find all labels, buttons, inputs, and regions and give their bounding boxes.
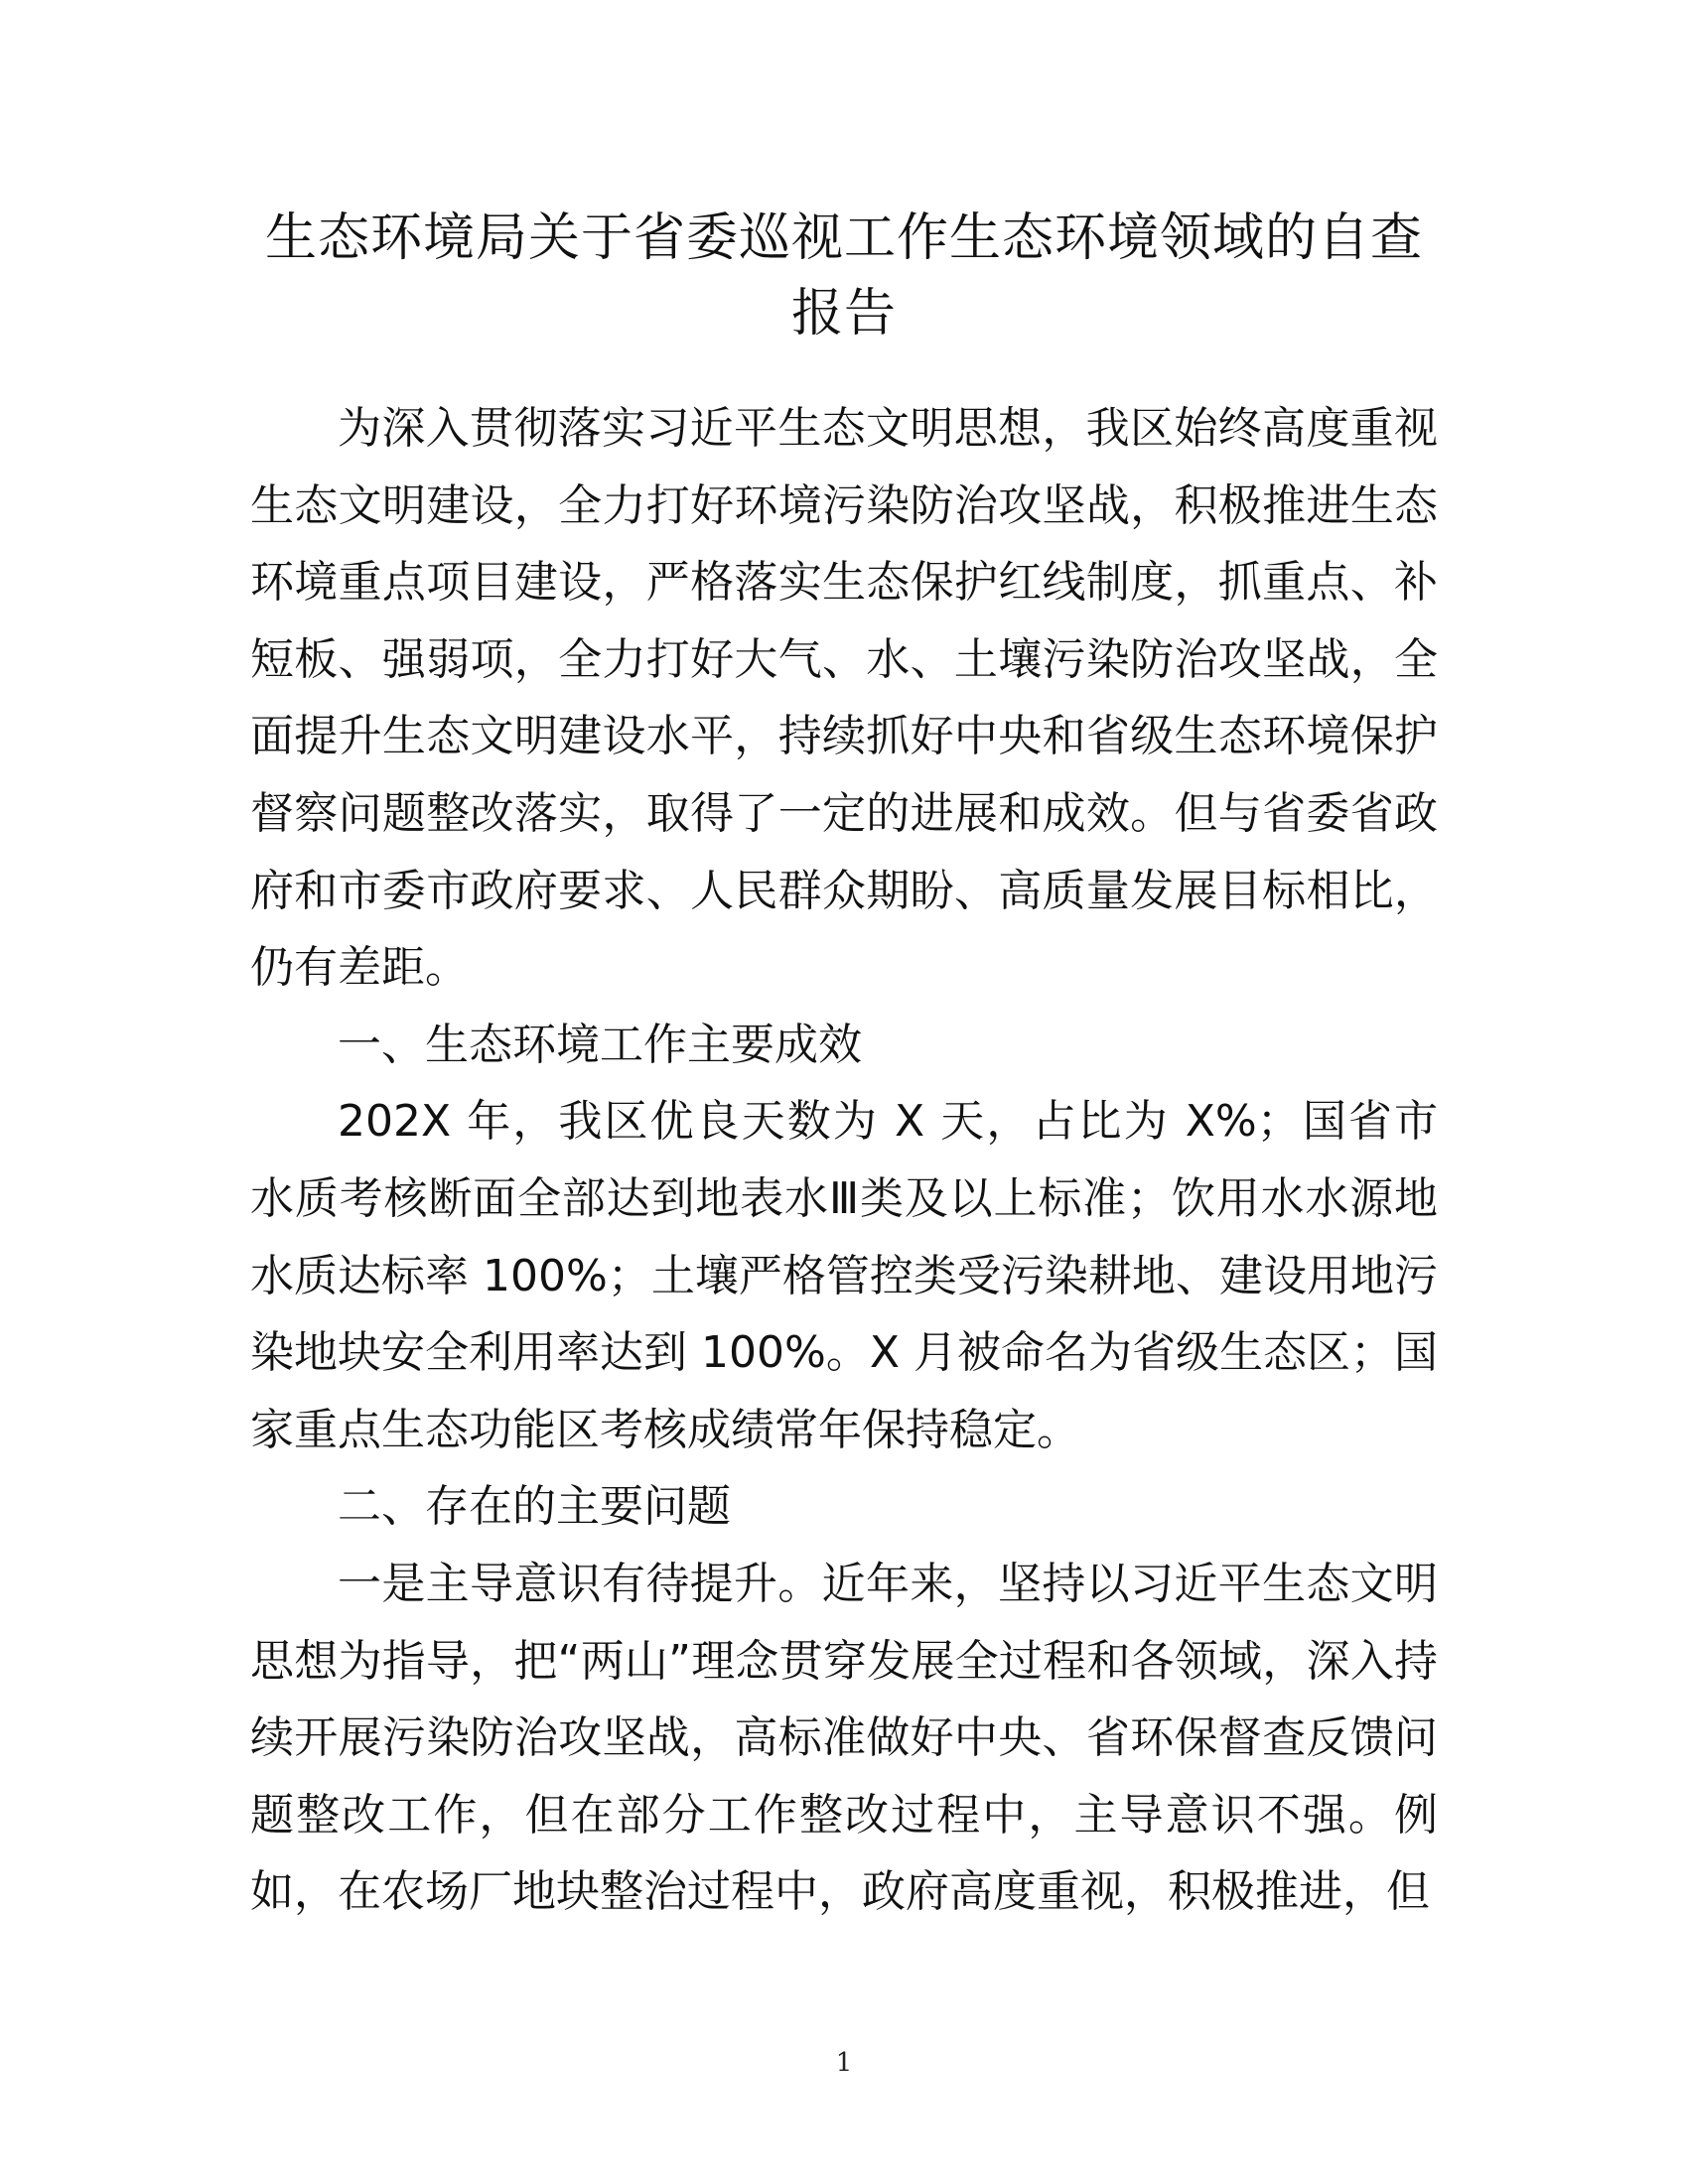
intro-paragraph: 为深入贯彻落实习近平生态文明思想，我区始终高度重视生态文明建设，全力打好环境污染防治攻坚战，积极推进生态环境重点项目建设，严格落实生态保护红线制度，抓重点、补短板、强弱项，全力打好大气、水、土壤污染防治攻坚战，全面提升生态文明建设水平，持续抓好中央和省级生态环境保护督察问题整改落实，取得了一定的进展和成效。但与省委省政府和市委市政府要求、人民群众期盼、高质量发展目标相比，仍有差距。 [250,403,1438,994]
problem-paragraph-1: 一是主导意识有待提升。近年来，坚持以习近平生态文明思想为指导，把“两山”理念贯穿发展全过程和各领域，深入持续开展污染防治攻坚战，高标准做好中央、省环保督查反馈问题整改工作，但在部分工作整改过程中，主导意识不强。例如，在农场厂地块整治过程中，政府高度重视，积极推进，但 [250,1558,1438,1918]
document-title: 生态环境局关于省委巡视工作生态环境领域的自查报告 [264,208,1423,343]
document-body [250,390,1438,1931]
page-number: 1 [835,2048,853,2078]
achievements-paragraph: 202X 年，我区优良天数为 X 天，占比为 X%；国省市水质考核断面全部达到地表水Ⅲ类及以上标准；饮用水水源地水质达标率 100%；土壤严格管控类受污染耕地、建设用地污染地块安全利用率达到 100%。X 月被命名为省级生态区；国家重点生态功能区考核成绩常年保持稳定。 [250,1096,1438,1455]
section-heading-problems: 二、存在的主要问题 [338,1481,731,1533]
section-heading-achievements: 一、生态环境工作主要成效 [338,1019,862,1070]
